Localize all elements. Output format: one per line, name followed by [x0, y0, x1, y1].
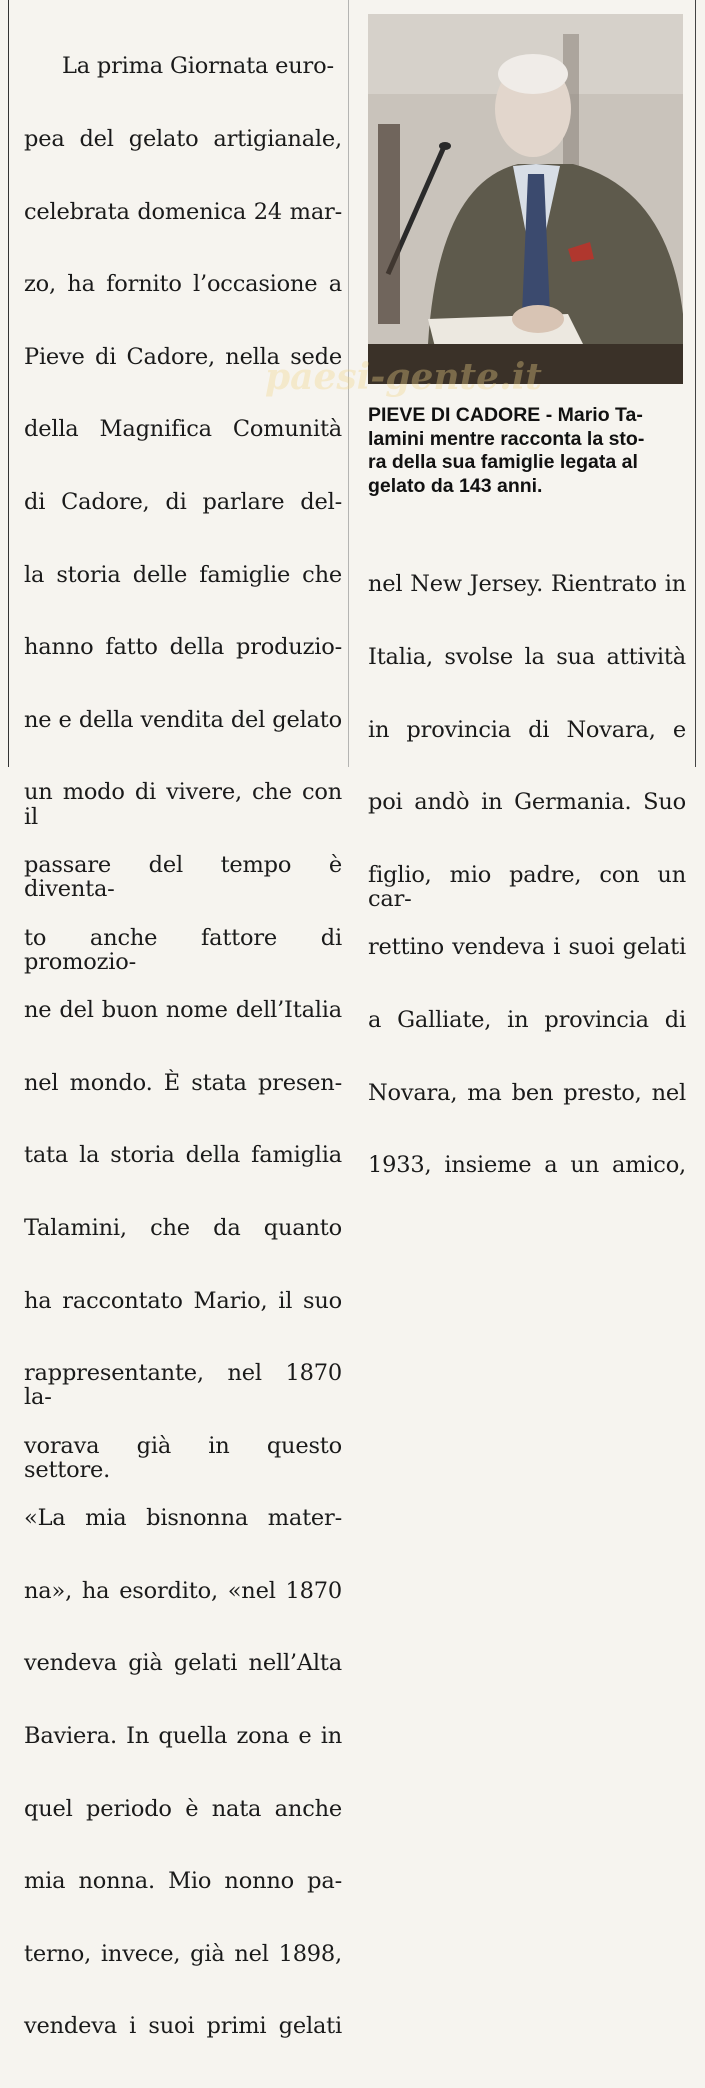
text-line: 1933, insieme a un amico, [368, 1152, 686, 1179]
text-line: rettino vendeva i suoi gelati [368, 934, 686, 961]
text-line: vendeva già gelati nell’Alta [24, 1650, 342, 1677]
caption-line: lamini mentre racconta la sto- [368, 427, 645, 450]
text-line: poi andò in Germania. Suo [368, 789, 686, 816]
text-line: hanno fatto della produzio- [24, 634, 342, 661]
text-line: Novara, ma ben presto, nel [368, 1079, 686, 1106]
column-rule-left [8, 0, 9, 767]
text-line: vendeva i suoi primi gelati [24, 2013, 342, 2040]
text-line: pea del gelato artigianale, [24, 126, 342, 152]
text-line: un modo di vivere, che con il [24, 779, 342, 830]
text-line: to anche fattore di promozio- [24, 924, 342, 975]
caption-line: ra della sua famiglie legata al [368, 451, 638, 473]
text-line: quel periodo è nata anche [24, 1795, 342, 1822]
text-line: na», ha esordito, «nel 1870 [24, 1577, 342, 1604]
text-line: terno, invece, già nel 1898, [24, 1940, 342, 1967]
text-line: nel mondo. È stata presen- [24, 1069, 342, 1096]
article-right-column [368, 524, 686, 1226]
text-line: passare del tempo è diventa- [24, 851, 342, 903]
text-line: Pieve di Cadore, nella sede [24, 343, 342, 370]
text-line: a Galliate, in provincia di [368, 1006, 686, 1033]
text-line: tata la storia della famiglia [24, 1142, 342, 1169]
caption-line: gelato da 143 anni. [368, 474, 543, 497]
text-line: ne e della vendita del gelato [24, 706, 342, 733]
text-line: «La mia bisnonna mater- [24, 1505, 342, 1532]
article-left-column [24, 6, 342, 2087]
text-line: di Cadore, di parlare del- [24, 488, 342, 515]
article-photo [368, 14, 683, 384]
text-line: ha raccontato Mario, il suo [24, 1287, 342, 1314]
text-line: nel New Jersey. Rientrato in [368, 571, 686, 598]
speaker-photo-illustration [368, 14, 683, 384]
watermark: paesi-gente.it [265, 356, 542, 398]
text-line: vorava già in questo settore. [24, 1432, 342, 1483]
text-line: in provincia di Novara, e [368, 716, 686, 743]
text-line: della Magnifica Comunità [24, 416, 342, 443]
text-line: celebrata domenica 24 mar- [24, 198, 342, 225]
text-line: figlio, mio padre, con un car- [368, 861, 686, 912]
text-line: ne del buon nome dell’Italia [24, 997, 342, 1024]
text-line: La prima Giornata euro- [62, 53, 334, 80]
text-line: zo, ha fornito l’occasione a [24, 271, 342, 298]
text-line: Baviera. In quella zona e in [24, 1723, 342, 1750]
photo-caption [368, 404, 686, 498]
text-line: mia nonna. Mio nonno pa- [24, 1868, 342, 1895]
text-line: la storia delle famiglie che [24, 561, 342, 588]
text-line: rappresentante, nel 1870 la- [24, 1360, 342, 1411]
caption-line: PIEVE DI CADORE - Mario Ta- [368, 404, 643, 426]
text-line: Talamini, che da quanto [24, 1214, 342, 1241]
text-line: Italia, svolse la sua attività [368, 644, 686, 670]
